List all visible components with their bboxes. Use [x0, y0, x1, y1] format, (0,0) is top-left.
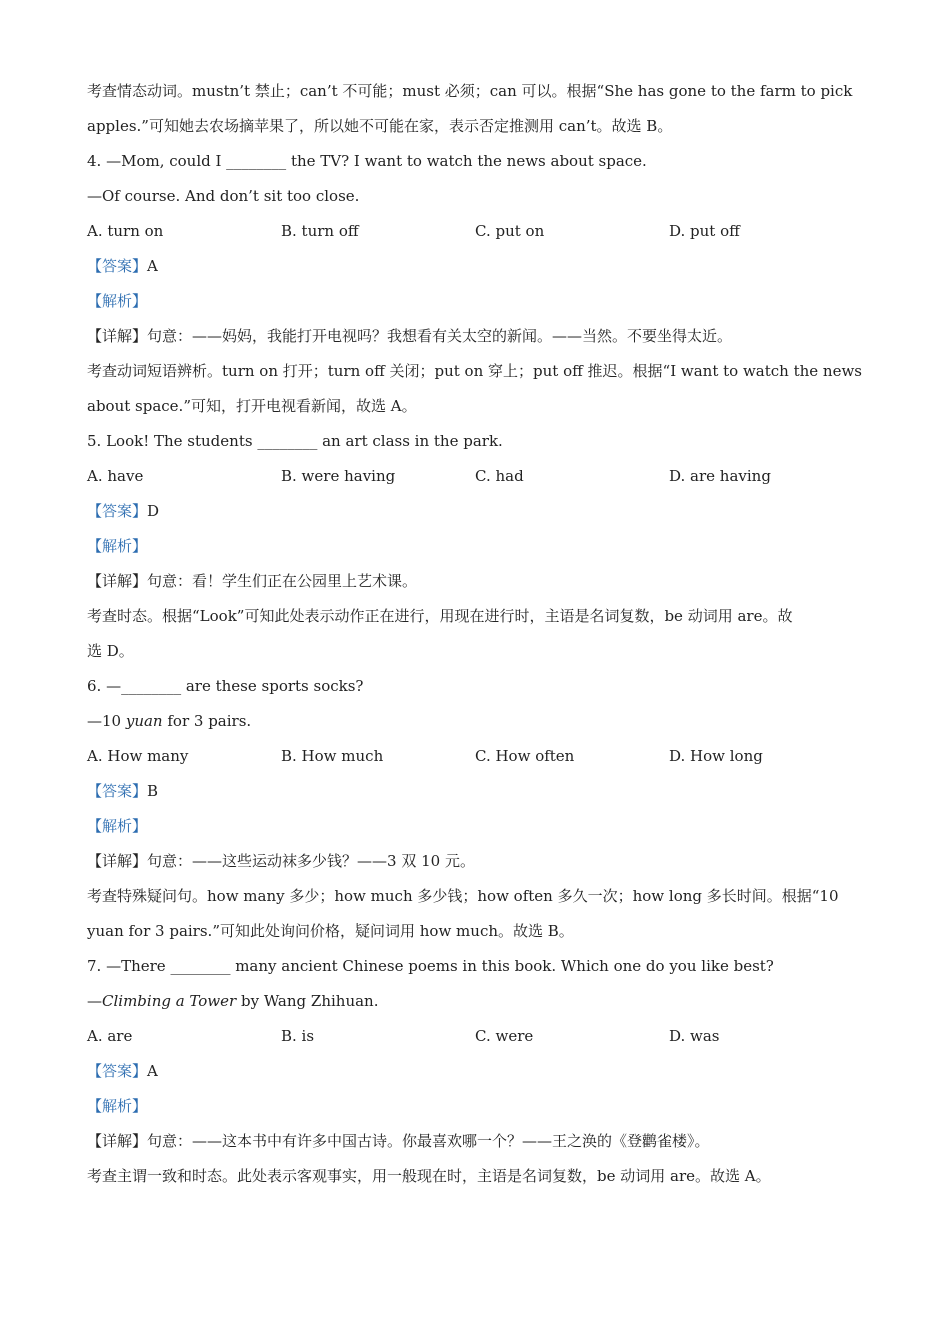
explanation-line-1: 考查动词短语辨析。turn on 打开；turn off 关闭；put on 穿上；put off 推迟。根据“I want to watch the news — [87, 362, 862, 380]
question-stem: 4. —Mom, could I ________ the TV? I want to watch the news about space. — [87, 152, 647, 170]
reply-prefix: — — [87, 992, 102, 1010]
explanation-line-2: yuan for 3 pairs.”可知此处询问价格，疑问词用 how much。故选 B。 — [87, 922, 574, 940]
answer-line — [87, 1058, 877, 1093]
answer-tag: 【答案】 — [87, 1062, 148, 1080]
question-7 — [87, 953, 877, 1198]
explanation-line-1: 考查特殊疑问句。how many 多少；how much 多少钱；how often 多久一次；how long 多长时间。根据“10 — [87, 887, 839, 905]
options-row — [87, 1023, 877, 1058]
answer-tag: 【答案】 — [87, 257, 148, 275]
question-stem-reply: —Of course. And don’t sit too close. — [87, 187, 360, 205]
option-b: B. turn off — [281, 222, 359, 240]
question-stem-reply — [87, 708, 877, 743]
detail-tag: 【详解】 — [87, 852, 148, 870]
option-c: C. put on — [475, 222, 545, 240]
answer-value: D — [147, 502, 160, 520]
explanation-line-2: 选 D。 — [87, 642, 134, 660]
option-d: D. How long — [669, 747, 763, 765]
question-stem: 5. Look! The students ________ an art class in the park. — [87, 432, 503, 450]
reply-suffix: by Wang Zhihuan. — [236, 992, 379, 1010]
option-a: A. turn on — [87, 222, 164, 240]
options-row — [87, 743, 877, 778]
question-5 — [87, 428, 877, 673]
option-c: C. How often — [475, 747, 575, 765]
option-d: D. was — [669, 1027, 720, 1045]
question-stem: 7. —There ________ many ancient Chinese poems in this book. Which one do you like best? — [87, 957, 774, 975]
reply-italic: Climbing a Tower — [102, 992, 237, 1010]
detail-text: 句意：——这些运动袜多少钱？——3 双 10 元。 — [147, 852, 475, 870]
options-row — [87, 463, 877, 498]
explanation-line-1: 考查时态。根据“Look”可知此处表示动作正在进行，用现在进行时，主语是名词复数，be 动词用 are。故 — [87, 607, 793, 625]
analysis-tag: 【解析】 — [87, 817, 148, 835]
answer-line — [87, 778, 877, 813]
answer-tag: 【答案】 — [87, 782, 148, 800]
answer-value: A — [147, 1062, 158, 1080]
analysis-line — [87, 1093, 877, 1128]
document-page — [87, 78, 877, 1198]
options-row — [87, 218, 877, 253]
detail-text: 句意：——妈妈，我能打开电视吗？我想看有关太空的新闻。——当然。不要坐得太近。 — [147, 327, 733, 345]
option-b: B. were having — [281, 467, 396, 485]
option-d: D. are having — [669, 467, 771, 485]
detail-line — [87, 848, 877, 883]
reply-suffix: for 3 pairs. — [162, 712, 252, 730]
option-c: C. had — [475, 467, 524, 485]
option-d: D. put off — [669, 222, 740, 240]
explanation-line-2: about space.”可知，打开电视看新闻，故选 A。 — [87, 397, 417, 415]
option-b: B. is — [281, 1027, 315, 1045]
question-stem-reply — [87, 988, 877, 1023]
detail-text: 句意：——这本书中有许多中国古诗。你最喜欢哪一个？——王之涣的《登鹳雀楼》。 — [147, 1132, 710, 1150]
reply-italic: yuan — [125, 712, 163, 730]
analysis-line — [87, 288, 877, 323]
detail-tag: 【详解】 — [87, 572, 148, 590]
answer-tag: 【答案】 — [87, 502, 148, 520]
detail-tag: 【详解】 — [87, 1132, 148, 1150]
analysis-tag: 【解析】 — [87, 537, 148, 555]
question-stem: 6. —________ are these sports socks? — [87, 677, 364, 695]
question-6 — [87, 673, 877, 953]
answer-value: A — [147, 257, 158, 275]
answer-line — [87, 498, 877, 533]
analysis-tag: 【解析】 — [87, 292, 148, 310]
detail-tag: 【详解】 — [87, 327, 148, 345]
option-a: A. have — [87, 467, 144, 485]
option-a: A. are — [87, 1027, 133, 1045]
detail-line — [87, 568, 877, 603]
prev-explanation-line-2: apples.”可知她去农场摘苹果了，所以她不可能在家，表示否定推测用 can’t。故选 B。 — [87, 117, 673, 135]
prev-explanation-line-1: 考查情态动词。mustn’t 禁止；can’t 不可能；must 必须；can 可以。根据“She has gone to the farm to pick — [87, 82, 853, 100]
answer-line — [87, 253, 877, 288]
option-b: B. How much — [281, 747, 384, 765]
question-4 — [87, 148, 877, 428]
reply-prefix: —10 — [87, 712, 126, 730]
detail-line — [87, 1128, 877, 1163]
analysis-line — [87, 813, 877, 848]
option-c: C. were — [475, 1027, 534, 1045]
option-a: A. How many — [87, 747, 189, 765]
answer-value: B — [147, 782, 159, 800]
detail-line — [87, 323, 877, 358]
analysis-line — [87, 533, 877, 568]
explanation-line-1: 考查主谓一致和时态。此处表示客观事实，用一般现在时，主语是名词复数，be 动词用 are。故选 A。 — [87, 1167, 771, 1185]
analysis-tag: 【解析】 — [87, 1097, 148, 1115]
detail-text: 句意：看！学生们正在公园里上艺术课。 — [147, 572, 418, 590]
